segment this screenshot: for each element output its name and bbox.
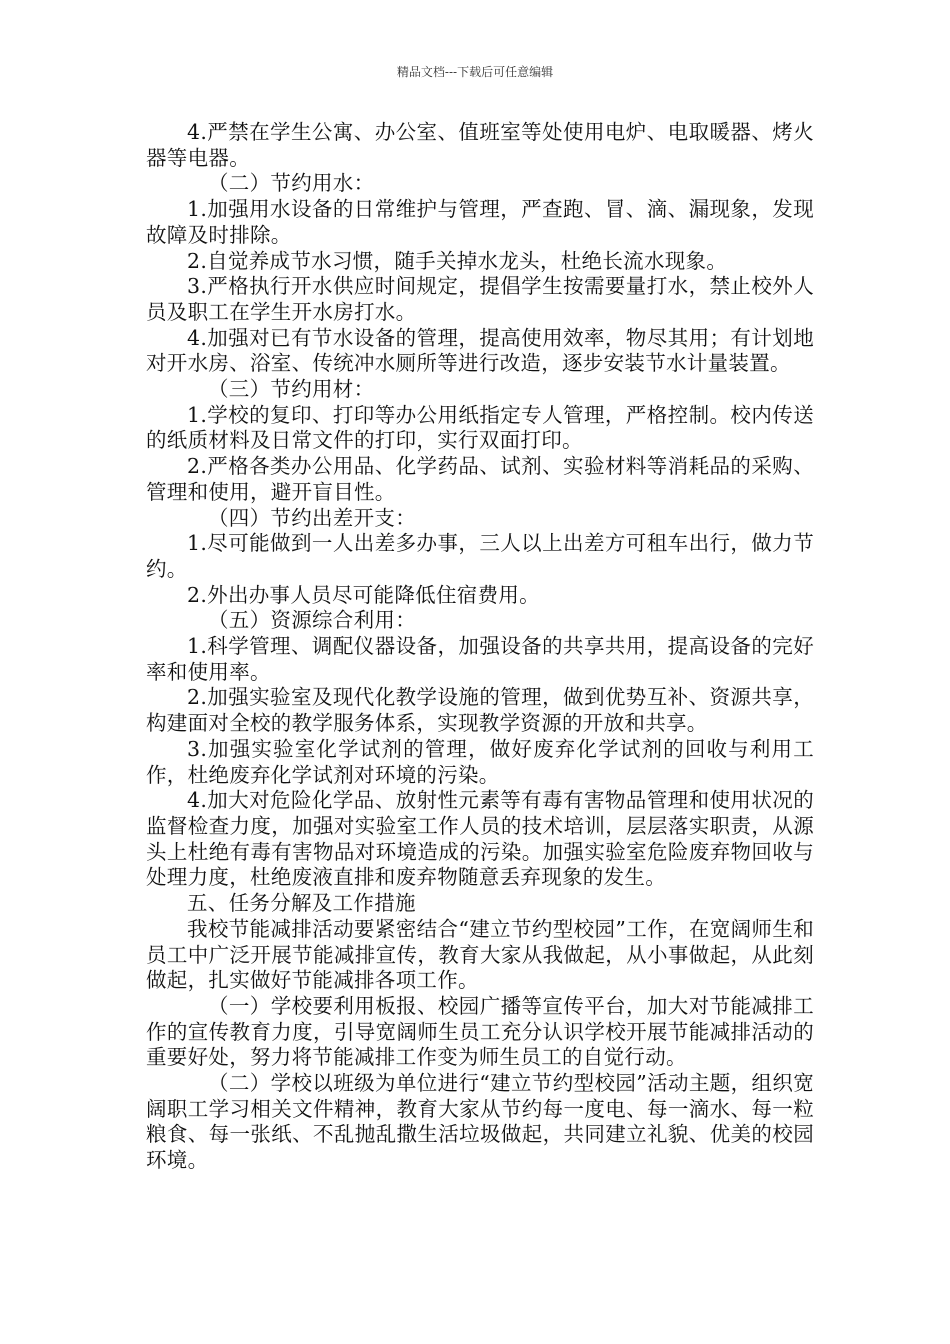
paragraph: 1.加强用水设备的日常维护与管理，严查跑、冒、滴、漏现象，发现故障及时排除。 [146, 197, 814, 247]
page-header: 精品文档---下载后可任意编辑 [396, 65, 554, 79]
paragraph: 2.加强实验室及现代化教学设施的管理，做到优势互补、资源共享，构建面对全校的教学服务体系，实现教学资源的开放和共享。 [146, 685, 814, 736]
paragraph: 1.尽可能做到一人出差多办事，三人以上出差方可租车出行，做力节约。 [146, 531, 814, 581]
paragraph: （一）学校要利用板报、校园广播等宣传平台，加大对节能减排工作的宣传教育力度，引导宽阔师生员工充分认识学校开展节能减排活动的重要好处，努力将节能减排工作变为师生员工的自觉行动。 [146, 993, 814, 1070]
paragraph: 4.加大对危险化学品、放射性元素等有毒有害物品管理和使用状况的监督检查力度，加强对实验室工作人员的技术培训，层层落实职责，从源头上杜绝有毒有害物品对环境造成的污染。加强实验室危险废弃物回收与处理力度，杜绝废液直排和废弃物随意丢弃现象的发生。 [146, 788, 814, 890]
paragraph: 我校节能减排活动要紧密结合“建立节约型校园”工作，在宽阔师生和员工中广泛开展节能减排宣传，教育大家从我做起，从小事做起，从此刻做起，扎实做好节能减排各项工作。 [146, 916, 814, 993]
document-body [146, 120, 814, 1174]
chapter-heading: 五、任务分解及工作措施 [187, 891, 416, 916]
paragraph: 2.自觉养成节水习惯，随手关掉水龙头，杜绝长流水现象。 [187, 248, 728, 273]
paragraph: 4.加强对已有节水设备的管理，提高使用效率，物尽其用；有计划地对开水房、浴室、传统冲水厕所等进行改造，逐步安装节水计量装置。 [146, 325, 814, 376]
section-heading: （二）节约用水： [208, 171, 375, 196]
paragraph: 1.科学管理、调配仪器设备，加强设备的共享共用，提高设备的完好率和使用率。 [146, 634, 814, 684]
paragraph: 4.严禁在学生公寓、办公室、值班室等处使用电炉、电取暖器、烤火器等电器。 [146, 120, 814, 170]
paragraph: 2.严格各类办公用品、化学药品、试剂、实验材料等消耗品的采购、管理和使用，避开盲目性。 [146, 454, 814, 504]
paragraph: 3.严格执行开水供应时间规定，提倡学生按需要量打水，禁止校外人员及职工在学生开水房打水。 [146, 274, 814, 324]
paragraph: （二）学校以班级为单位进行“建立节约型校园”活动主题，组织宽阔职工学习相关文件精神，教育大家从节约每一度电、每一滴水、每一粒粮食、每一张纸、不乱抛乱撒生活垃圾做起，共同建立礼貌、优美的校园环境。 [146, 1071, 814, 1173]
section-heading: （五）资源综合利用： [208, 608, 416, 633]
paragraph: 2.外出办事人员尽可能降低住宿费用。 [187, 582, 540, 607]
section-heading: （四）节约出差开支： [208, 505, 416, 530]
section-heading: （三）节约用材： [208, 377, 375, 402]
paragraph: 1.学校的复印、打印等办公用纸指定专人管理，严格控制。校内传送的纸质材料及日常文件的打印，实行双面打印。 [146, 402, 814, 453]
paragraph: 3.加强实验室化学试剂的管理，做好废弃化学试剂的回收与利用工作，杜绝废弃化学试剂对环境的污染。 [146, 736, 814, 787]
